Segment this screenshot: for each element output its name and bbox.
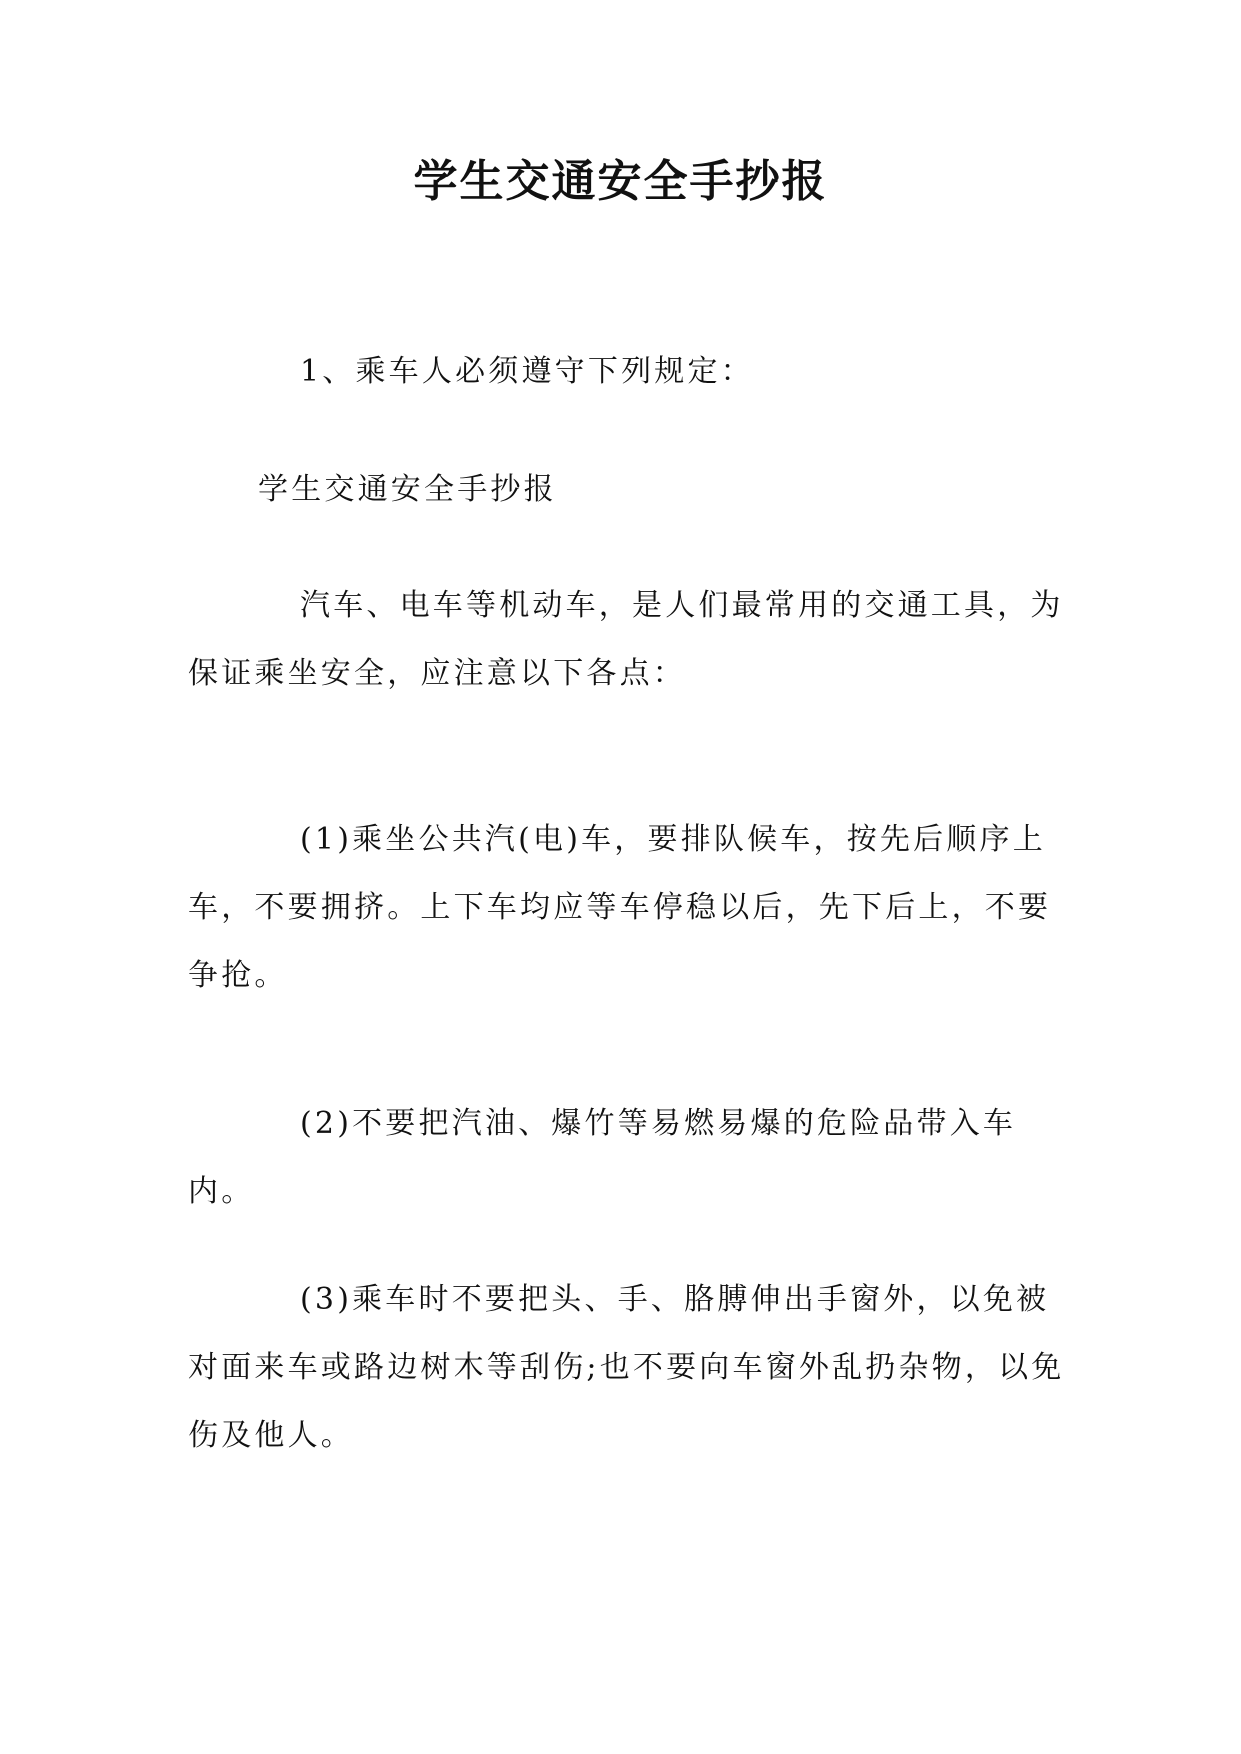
paragraph-point-2: (2)不要把汽油、爆竹等易燃易爆的危险品带入车内。 [188,1106,1017,1209]
paragraph-rule-heading: 1、乘车人必须遵守下列规定： [300,354,754,389]
paragraph-intro: 汽车、电车等机动车，是人们最常用的交通工具，为保证乘坐安全，应注意以下各点： [188,588,1064,691]
paragraph-point-3: (3)乘车时不要把头、手、胳膊伸出手窗外，以免被对面来车或路边树木等刮伤;也不要向车窗外乱扔杂物，以免伤及他人。 [188,1282,1065,1453]
paragraph-subtitle: 学生交通安全手抄报 [258,472,557,507]
paragraph-point-1: (1)乘坐公共汽(电)车，要排队候车，按先后顺序上车，不要拥挤。上下车均应等车停稳以后，先下后上，不要争抢。 [188,822,1052,993]
document-title: 学生交通安全手抄报 [413,156,828,207]
